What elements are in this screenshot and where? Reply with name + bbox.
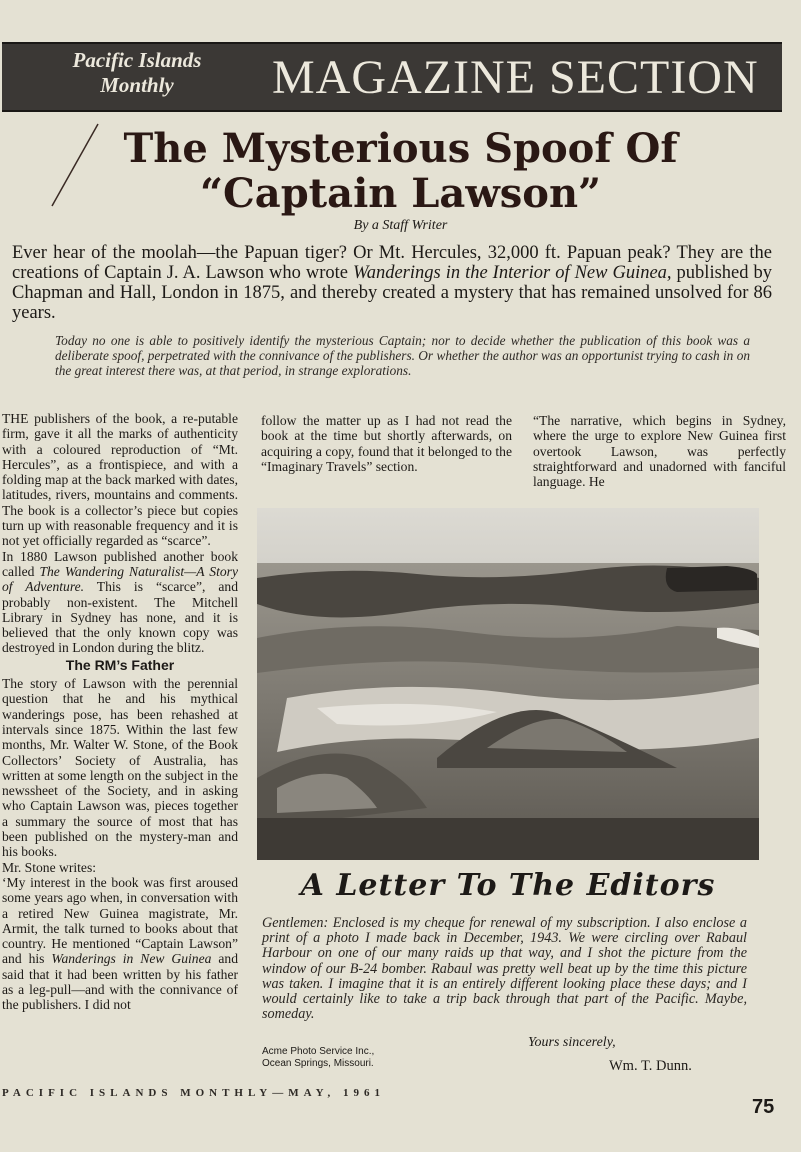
letter-signoff: Yours sincerely,: [528, 1035, 616, 1050]
publication-name-line2: Monthly: [100, 73, 174, 97]
intro-paragraph: Today no one is able to positively identify the mysterious Captain; nor to decide whether the publication of this book was a deliberate spoof, perpetrated with the connivance of the publishers. Or whether the author was an opportunist trying to cash in on the great interest there was, at that period, in strange explorations.: [55, 333, 750, 378]
section-title: MAGAZINE SECTION: [272, 51, 759, 104]
col1-p5-text-continued: and said that it had been written by his father as a leg-pull—and with the connivance of the publishers. I did not: [2, 951, 238, 1013]
col1-p5-text: ‘My interest in the book was first aroused some years ago when, in conversation with a retired New Guinea magistrate, Mr. Armit, the talk turned to books about that country. He mentioned “Captain Lawson” and his: [2, 874, 238, 967]
col1-p2-text: In 1880 Lawson published another book called: [2, 548, 238, 579]
lede-text-continued: published by Chapman and Hall, London in 1875, and thereby created a mystery that has remained unsolved for 86 years.: [12, 263, 772, 323]
col1-p5-book: Wanderings in New Guinea: [51, 951, 212, 967]
publication-name-line1: Pacific Islands: [72, 48, 202, 72]
byline: By a Staff Writer: [353, 218, 448, 233]
col1-paragraph-5: [2, 875, 238, 1013]
lede-book-title: Wanderings in the Interior of New Guinea,: [353, 263, 672, 283]
col1-paragraph-4: Mr. Stone writes:: [2, 859, 97, 875]
article-title-line1: The Mysterious Spoof Of: [123, 125, 678, 172]
letter-heading: A Letter To The Editors: [300, 868, 716, 903]
letter-body: [262, 916, 747, 1022]
col1-paragraph-1: THE publishers of the book, a re-putable firm, gave it all the marks of authenticity with a coloured reproduction of “Mt. Hercules”, as a frontispiece, and with a folding map at the back marked with dates, latitudes, rivers, mountains and comments. The book is a collector’s piece but copies turn up with reasonable frequency and it is not yet officially regarded as “scarce”.: [2, 411, 238, 549]
article-title-line2: “Captain Lawson”: [199, 170, 602, 217]
col1-paragraph-3: The story of Lawson with the perennial question that he and his mythical wanderings pose, has been rehashed at intervals since 1875. Within the last few months, Mr. Walter W. Stone, of the Book Collectors’ Society of Australia, has written at some length on the subject in the newssheet of the Society, and in asking who Captain Lawson was, pieces together a summary the source of most that has been published on the mystery-man and his books.: [2, 676, 238, 860]
photo-credit-line1: Acme Photo Service Inc.,: [262, 1046, 375, 1057]
photo-credit-line2: Ocean Springs, Missouri.: [262, 1058, 374, 1069]
aerial-photo-rabaul-harbour: [257, 508, 759, 860]
col1-paragraph-2: [2, 549, 238, 656]
publication-name: [32, 48, 242, 98]
masthead-banner: [2, 42, 782, 112]
col1-p2-text-continued: This is “scarce”, and probably non-existent. The Mitchell Library in Sydney has none, and it is believed that the only known copy was destroyed in London during the blitz.: [2, 579, 238, 656]
column-2: follow the matter up as I had not read the book at the time but shortly afterwards, on acquiring a copy, found that it belonged to the “Imaginary Travels” section.: [261, 413, 512, 474]
page-number: 75: [752, 1096, 775, 1118]
subheading: The RM’s Father: [65, 656, 175, 673]
lede-text: Ever hear of the moolah—the Papuan tiger? Or Mt. Hercules, 32,000 ft. Papuan peak? They are the creations of Captain J. A. Lawson who wrote: [12, 243, 772, 283]
lede-paragraph: [12, 243, 772, 323]
photo-credit: [262, 1046, 374, 1070]
col1-p2-book: The Wandering Naturalist—A Story of Adventure.: [2, 563, 238, 595]
letter-text: Enclosed is my cheque for renewal of my subscription. I also enclose a print of a photo I made back in December, 1943. We were circling over Rabaul Harbour on one of our many raids up that way, and I shot the picture from the window of our B-24 bomber. Rabaul was pretty well beat up by the time this picture was taken. I imagine that it is an entirely different looking place these days; and I would certainly like to take a trip back through that part of the Pacific. Maybe, someday.: [262, 915, 747, 1023]
letter-signer: Wm. T. Dunn.: [609, 1058, 692, 1074]
letter-salutation: Gentlemen:: [262, 915, 329, 931]
column-1: [2, 411, 238, 1013]
page-footer: PACIFIC ISLANDS MONTHLY—MAY, 1961: [2, 1087, 385, 1099]
column-3: “The narrative, which begins in Sydney, where the urge to explore New Guinea first overtook Lawson, was perfectly straightforward and unadorned with fanciful language. He: [533, 413, 786, 490]
